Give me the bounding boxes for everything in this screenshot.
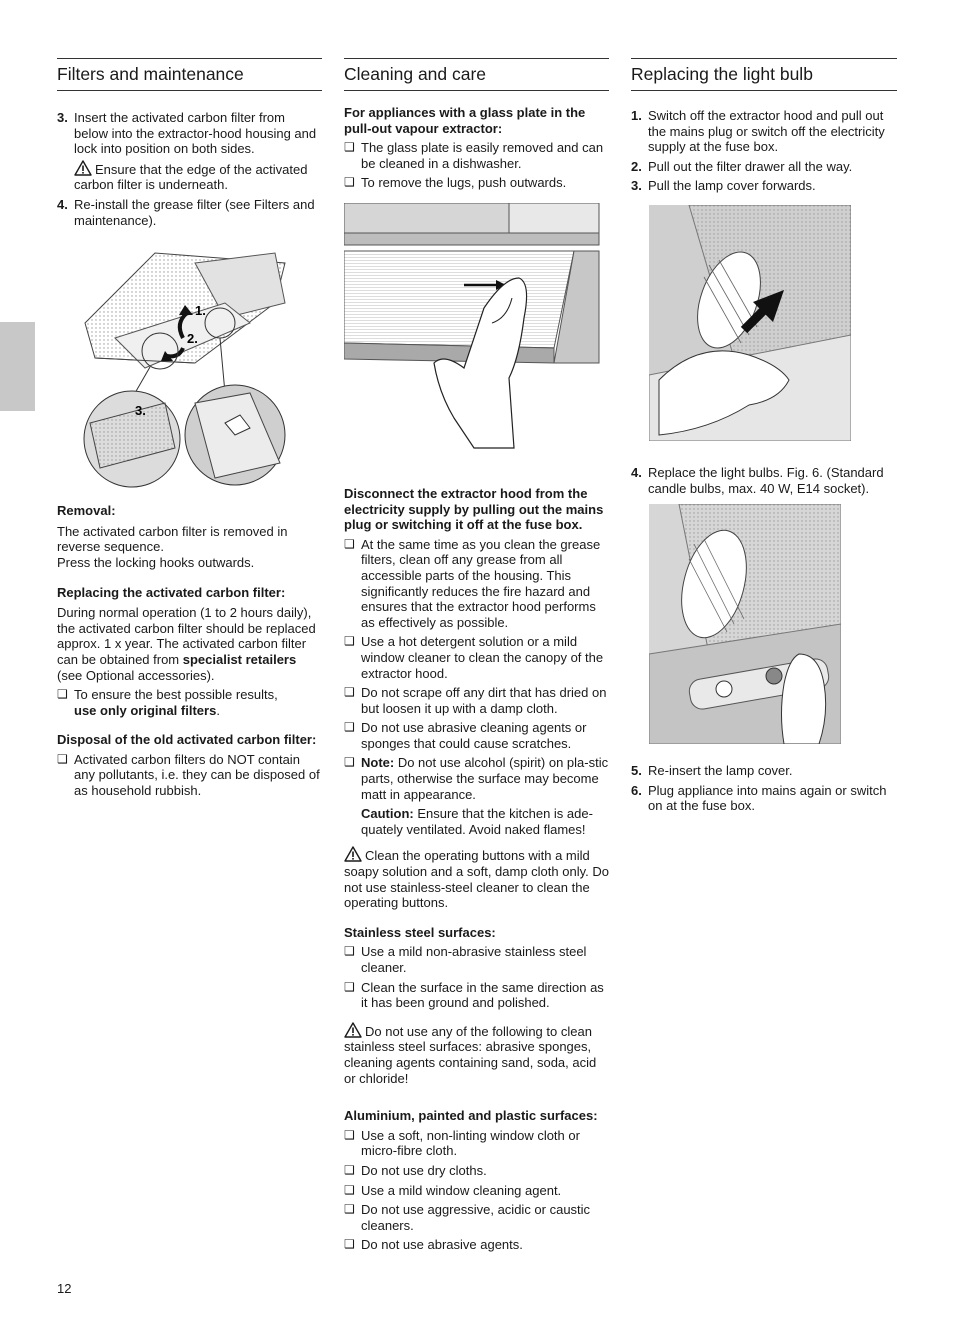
checkbox-bullet-icon: ❑ bbox=[344, 755, 355, 770]
bullet-alu-4: ❑ Do not use aggressive, acidic or caustic cleaners. bbox=[344, 1202, 591, 1233]
carbon-filter-figure bbox=[75, 243, 305, 488]
caution-note: Caution: Ensure that the kitchen is ade-quately ventilated. Avoid naked flames! bbox=[361, 806, 593, 837]
step-2: 2. Pull out the filter drawer all the way. bbox=[631, 158, 853, 174]
step-3: 3. Insert the activated carbon filter from below into the extractor-hood housing and lock into position on both sides. bbox=[57, 110, 317, 157]
step-4: 4. Re-install the grease filter (see Filters and maintenance). bbox=[57, 196, 315, 228]
bullet-clean-3: ❑ Do not scrape off any dirt that has dried on but loosen it up with a damp cloth. bbox=[344, 685, 607, 716]
checkbox-bullet-icon: ❑ bbox=[57, 687, 68, 702]
light-bulb-figure bbox=[649, 504, 841, 744]
heading-filters: Filters and maintenance bbox=[57, 58, 322, 91]
bullet-glass-2: ❑ To remove the lugs, push outwards. bbox=[344, 175, 567, 191]
warning-stainless: Do not use any of the following to clean stainless steel surfaces: abrasive sponges, cleaning agents containing sand, soda, acid or chloride! bbox=[344, 1023, 597, 1086]
alu-heading: Aluminium, painted and plastic surfaces: bbox=[344, 1108, 598, 1124]
warning-icon bbox=[344, 846, 362, 862]
checkbox-bullet-icon: ❑ bbox=[344, 175, 355, 190]
glass-heading: For appliances with a glass plate in the pull-out vapour extractor: bbox=[344, 105, 586, 136]
checkbox-bullet-icon: ❑ bbox=[57, 751, 68, 766]
page-number: 12 bbox=[57, 1281, 72, 1296]
bullet-alu-5: ❑ Do not use abrasive agents. bbox=[344, 1237, 523, 1253]
bullet-note: ❑ Note: Do not use alcohol (spirit) on pla-stic parts, otherwise the surface may become matt in appearance. bbox=[344, 755, 609, 802]
checkbox-bullet-icon: ❑ bbox=[344, 1202, 355, 1217]
lamp-cover-figure bbox=[649, 205, 851, 441]
checkbox-bullet-icon: ❑ bbox=[344, 1162, 355, 1177]
checkbox-bullet-icon: ❑ bbox=[344, 720, 355, 735]
removal-text: The activated carbon filter is removed in reverse sequence. bbox=[57, 523, 288, 555]
bullet-disposal: ❑ Activated carbon filters do NOT contain any pollutants, i.e. they can be disposed of as household rubbish. bbox=[57, 751, 320, 799]
removal-text-2: Press the locking hooks outwards. bbox=[57, 554, 255, 570]
replacing-heading: Replacing the activated carbon filter: bbox=[57, 584, 286, 600]
step-4: 4. Replace the light bulbs. Fig. 6. (Standard candle bulbs, max. 40 W, E14 socket). bbox=[631, 464, 884, 496]
bullet-clean-1: ❑ At the same time as you clean the grease filters, clean off any grease from all accessible parts of the housing. This significantly reduces the fire hazard and ensures that the extractor hood performs as effectively as possible. bbox=[344, 536, 601, 630]
checkbox-bullet-icon: ❑ bbox=[344, 536, 355, 551]
checkbox-bullet-icon: ❑ bbox=[344, 1127, 355, 1142]
col-filters bbox=[57, 58, 322, 799]
section-tab bbox=[0, 322, 35, 411]
replacing-text: During normal operation (1 to 2 hours daily), the activated carbon filter should be replaced approx. 1 x year. The activated carbon filter can be obtained from specialist retailers (see Optional accessories). bbox=[57, 605, 316, 683]
checkbox-bullet-icon: ❑ bbox=[344, 634, 355, 649]
bullet-stainless-1: ❑ Use a mild non-abrasive stainless steel cleaner. bbox=[344, 944, 587, 975]
warning-note: Ensure that the edge of the activated carbon filter is underneath. bbox=[74, 161, 308, 193]
fig-label-2: 2. bbox=[187, 331, 198, 347]
bullet-clean-2: ❑ Use a hot detergent solution or a mild window cleaner to clean the canopy of the extractor hood. bbox=[344, 634, 604, 681]
bullet-alu-1: ❑ Use a soft, non-linting window cloth or micro-fibre cloth. bbox=[344, 1127, 580, 1159]
checkbox-bullet-icon: ❑ bbox=[344, 685, 355, 700]
checkbox-bullet-icon: ❑ bbox=[344, 140, 355, 155]
checkbox-bullet-icon: ❑ bbox=[344, 1237, 355, 1252]
step-6: 6. Plug appliance into mains again or switch on at the fuse box. bbox=[631, 782, 887, 814]
warning-buttons: Clean the operating buttons with a mild soapy solution and a soft, damp cloth only. Do not use stainless-steel cleaner to clean the operating buttons. bbox=[344, 848, 609, 911]
heading-cleaning: Cleaning and care bbox=[344, 58, 609, 91]
bullet-clean-4: ❑ Do not use abrasive cleaning agents or sponges that could cause scratches. bbox=[344, 720, 587, 751]
bullet-stainless-2: ❑ Clean the surface in the same direction as it has been ground and polished. bbox=[344, 979, 604, 1011]
bullet-original-filters: ❑ To ensure the best possible results, use only original filters. bbox=[57, 687, 278, 718]
warning-icon bbox=[344, 1022, 362, 1038]
col-cleaning bbox=[344, 58, 609, 1253]
col-light-bulb bbox=[631, 58, 897, 814]
disconnect-heading: Disconnect the extractor hood from the electricity supply by pulling out the mains plug or switching it off at the fuse box. bbox=[344, 485, 604, 533]
glass-plate-figure bbox=[344, 203, 609, 451]
disposal-heading: Disposal of the old activated carbon filter: bbox=[57, 732, 317, 748]
fig-label-3: 3. bbox=[135, 403, 146, 419]
step-1: 1. Switch off the extractor hood and pull out the mains plug or switch off the electricity supply at the fuse box. bbox=[631, 108, 885, 155]
bullet-alu-3: ❑ Use a mild window cleaning agent. bbox=[344, 1182, 562, 1198]
step-3: 3. Pull the lamp cover forwards. bbox=[631, 178, 816, 194]
fig-label-1: 1. bbox=[195, 303, 206, 319]
heading-light-bulb: Replacing the light bulb bbox=[631, 58, 897, 91]
checkbox-bullet-icon: ❑ bbox=[344, 979, 355, 994]
checkbox-bullet-icon: ❑ bbox=[344, 944, 355, 959]
step-5: 5. Re-insert the lamp cover. bbox=[631, 763, 793, 779]
warning-icon bbox=[74, 160, 92, 176]
removal-heading: Removal: bbox=[57, 503, 116, 519]
bullet-alu-2: ❑ Do not use dry cloths. bbox=[344, 1162, 487, 1178]
bullet-glass-1: ❑ The glass plate is easily removed and can be cleaned in a dishwasher. bbox=[344, 140, 604, 171]
checkbox-bullet-icon: ❑ bbox=[344, 1182, 355, 1197]
stainless-heading: Stainless steel surfaces: bbox=[344, 924, 496, 940]
